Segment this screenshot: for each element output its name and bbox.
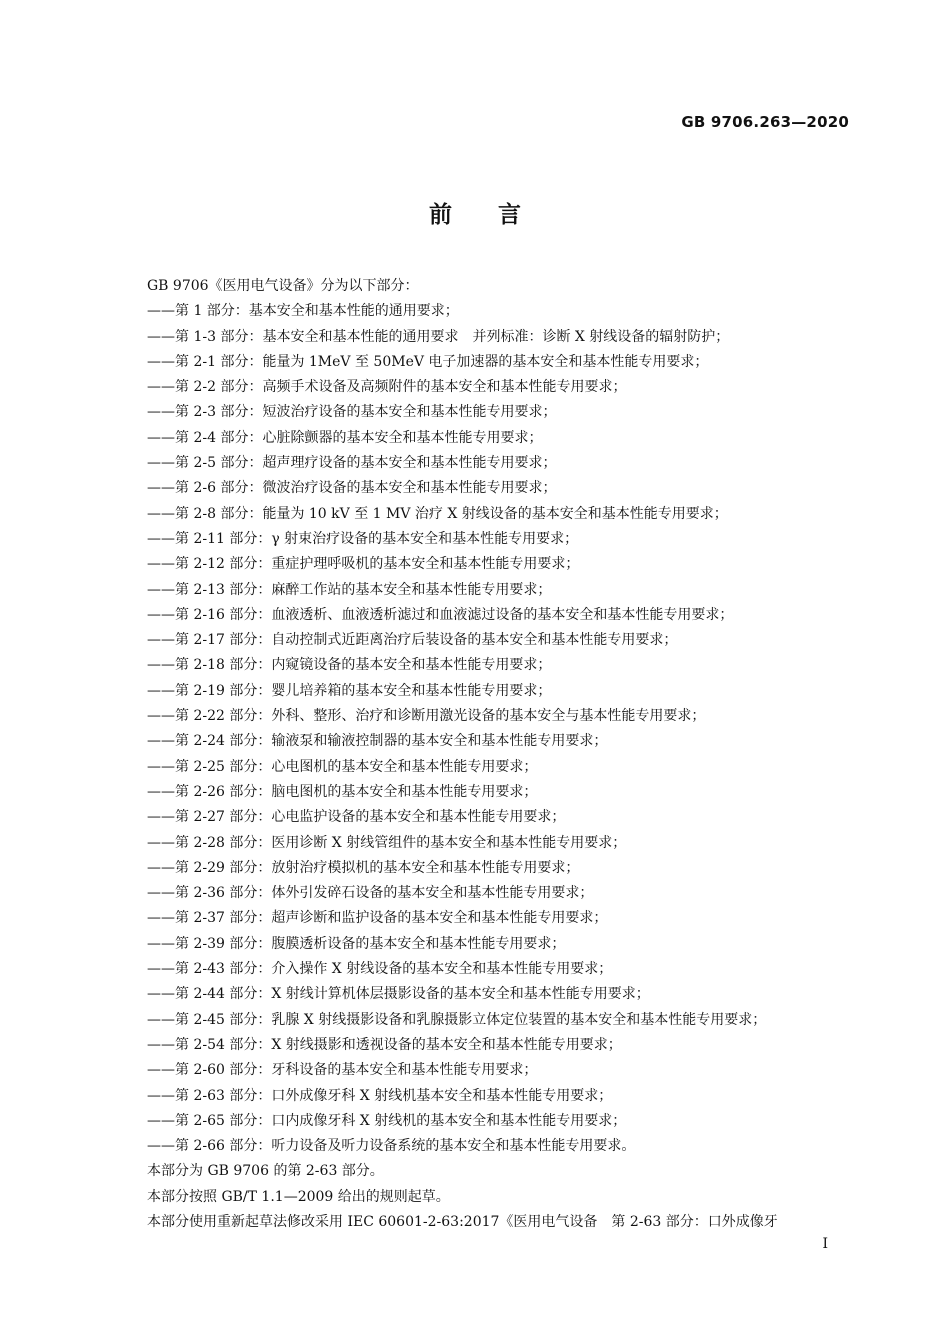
part-list-item: ——第 2-3 部分：短波治疗设备的基本安全和基本性能专用要求； <box>147 404 557 421</box>
part-list-item: ——第 2-66 部分：听力设备及听力设备系统的基本安全和基本性能专用要求。 <box>147 1138 636 1155</box>
part-list-item: ——第 2-28 部分：医用诊断 X 射线管组件的基本安全和基本性能专用要求； <box>147 834 627 851</box>
part-list-item: ——第 2-4 部分：心脏除颤器的基本安全和基本性能专用要求； <box>147 429 543 446</box>
document-body <box>147 274 857 1235</box>
part-list-item: ——第 2-18 部分：内窥镜设备的基本安全和基本性能专用要求； <box>147 657 552 674</box>
part-list-item: ——第 2-29 部分：放射治疗模拟机的基本安全和基本性能专用要求； <box>147 859 580 876</box>
part-list-item: ——第 2-27 部分：心电监护设备的基本安全和基本性能专用要求； <box>147 809 566 826</box>
paragraph-list <box>147 1159 857 1235</box>
part-list-item: ——第 2-8 部分：能量为 10 kV 至 1 MV 治疗 X 射线设备的基本安全和基本性能专用要求； <box>147 505 728 522</box>
part-list-item: ——第 1-3 部分：基本安全和基本性能的通用要求 并列标准：诊断 X 射线设备的辐射防护； <box>147 328 730 345</box>
part-list-item: ——第 2-39 部分：腹膜透析设备的基本安全和基本性能专用要求； <box>147 935 566 952</box>
part-list-item: ——第 1 部分：基本安全和基本性能的通用要求； <box>147 303 459 320</box>
part-list-item: ——第 2-44 部分：X 射线计算机体层摄影设备的基本安全和基本性能专用要求； <box>147 986 650 1003</box>
part-list-item: ——第 2-36 部分：体外引发碎石设备的基本安全和基本性能专用要求； <box>147 885 594 902</box>
page-number: I <box>822 1236 828 1252</box>
parts-list <box>147 299 857 1159</box>
part-list-item: ——第 2-2 部分：高频手术设备及高频附件的基本安全和基本性能专用要求； <box>147 379 627 396</box>
part-list-item: ——第 2-26 部分：脑电图机的基本安全和基本性能专用要求； <box>147 783 538 800</box>
part-list-item: ——第 2-24 部分：输液泵和输液控制器的基本安全和基本性能专用要求； <box>147 733 608 750</box>
part-list-item: ——第 2-25 部分：心电图机的基本安全和基本性能专用要求； <box>147 758 538 775</box>
part-list-item: ——第 2-17 部分：自动控制式近距离治疗后装设备的基本安全和基本性能专用要求； <box>147 632 678 649</box>
body-paragraph: 本部分使用重新起草法修改采用 IEC 60601-2-63:2017《医用电气设备 第 2-63 部分：口外成像牙 <box>147 1213 778 1230</box>
part-list-item: ——第 2-60 部分：牙科设备的基本安全和基本性能专用要求； <box>147 1062 538 1079</box>
part-list-item: ——第 2-5 部分：超声理疗设备的基本安全和基本性能专用要求； <box>147 455 557 472</box>
part-list-item: ——第 2-63 部分：口外成像牙科 X 射线机基本安全和基本性能专用要求； <box>147 1087 613 1104</box>
part-list-item: ——第 2-65 部分：口内成像牙科 X 射线机的基本安全和基本性能专用要求； <box>147 1112 627 1129</box>
part-list-item: ——第 2-12 部分：重症护理呼吸机的基本安全和基本性能专用要求； <box>147 556 580 573</box>
part-list-item: ——第 2-37 部分：超声诊断和监护设备的基本安全和基本性能专用要求； <box>147 910 608 927</box>
part-list-item: ——第 2-16 部分：血液透析、血液透析滤过和血液滤过设备的基本安全和基本性能专用要求； <box>147 606 734 623</box>
standard-number: GB 9706.263—2020 <box>681 113 849 131</box>
body-paragraph: 本部分按照 GB/T 1.1—2009 给出的规则起草。 <box>147 1188 450 1205</box>
part-list-item: ——第 2-11 部分：γ 射束治疗设备的基本安全和基本性能专用要求； <box>147 530 579 547</box>
part-list-item: ——第 2-45 部分：乳腺 X 射线摄影设备和乳腺摄影立体定位装置的基本安全和基本性能专用要求； <box>147 1011 767 1028</box>
part-list-item: ——第 2-13 部分：麻醉工作站的基本安全和基本性能专用要求； <box>147 581 552 598</box>
part-list-item: ——第 2-19 部分：婴儿培养箱的基本安全和基本性能专用要求； <box>147 682 552 699</box>
part-list-item: ——第 2-43 部分：介入操作 X 射线设备的基本安全和基本性能专用要求； <box>147 961 613 978</box>
part-list-item: ——第 2-54 部分：X 射线摄影和透视设备的基本安全和基本性能专用要求； <box>147 1036 622 1053</box>
body-paragraph: 本部分为 GB 9706 的第 2-63 部分。 <box>147 1163 384 1180</box>
part-list-item: ——第 2-22 部分：外科、整形、治疗和诊断用激光设备的基本安全与基本性能专用要求； <box>147 708 706 725</box>
part-list-item: ——第 2-6 部分：微波治疗设备的基本安全和基本性能专用要求； <box>147 480 557 497</box>
page-title: 前言 <box>429 202 567 228</box>
part-list-item: ——第 2-1 部分：能量为 1MeV 至 50MeV 电子加速器的基本安全和基本性能专用要求； <box>147 353 709 370</box>
intro-line: GB 9706《医用电气设备》分为以下部分： <box>147 278 419 294</box>
